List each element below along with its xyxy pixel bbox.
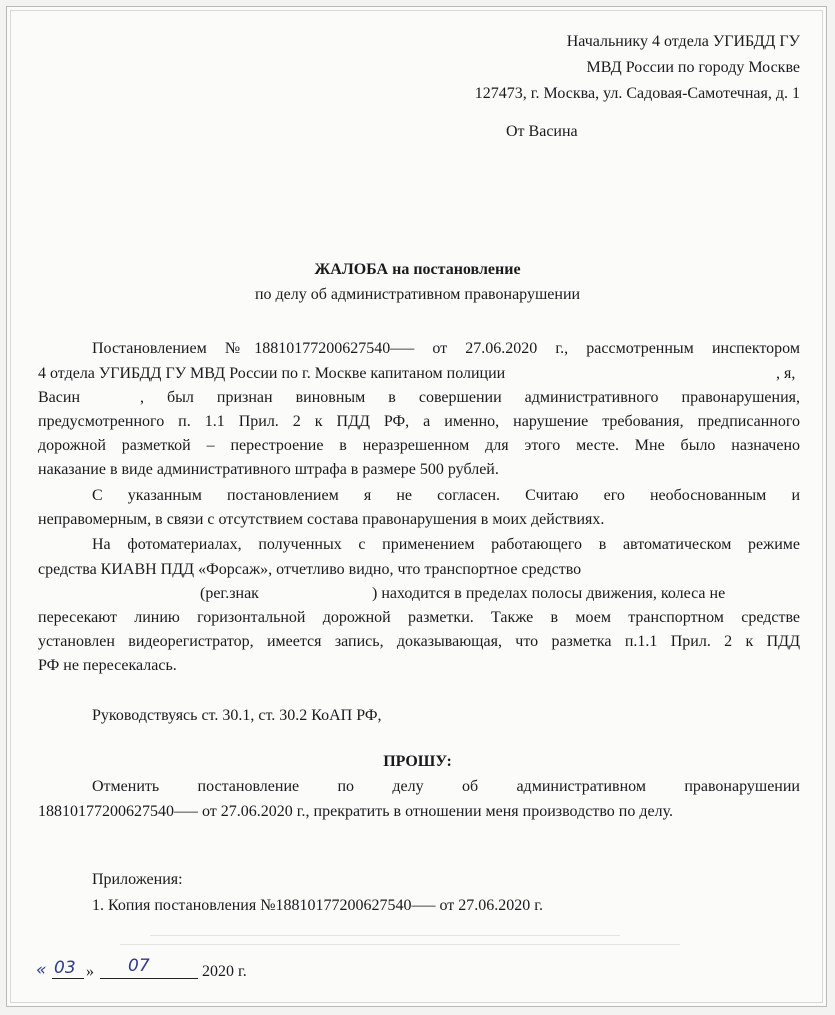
- para3-line-5: установлен видеорегистратор, имеется запись, доказывающая, что разметка п.1.1 Прил. 2 к ПДД: [38, 633, 800, 650]
- para3-line-2: средства КИАВН ПДД «Форсаж», отчетливо видно, что транспортное средство: [38, 561, 582, 578]
- date-day-underline: [52, 978, 84, 979]
- para1-line-1: Постановлением №18810177200627540––– от 27.06.2020 г., рассмотренным инспектором: [92, 340, 800, 357]
- document-title: ЖАЛОБА на постановление: [314, 261, 521, 278]
- para3-line-6: РФ не пересекалась.: [38, 657, 177, 674]
- para2-line-1: С указанным постановлением я не согласен. Считаю его необоснованным и: [92, 487, 800, 504]
- attachments-heading: Приложения:: [92, 871, 183, 888]
- request-line-2: 18810177200627540––– от 27.06.2020 г., прекратить в отношении меня производство по делу.: [38, 803, 673, 820]
- show-through-line: [120, 944, 680, 945]
- para1-line-3a: Васин: [38, 389, 80, 406]
- date-year: 2020 г.: [202, 963, 247, 980]
- date-month-handwritten: 07: [128, 956, 150, 976]
- attachment-item-1: 1. Копия постановления №18810177200627540––– от 27.06.2020 г.: [92, 897, 543, 914]
- para3-line-3a: (рег.знак: [200, 585, 259, 602]
- date-open-quote: «: [36, 960, 47, 980]
- show-through-line: [150, 935, 620, 936]
- para3-line-4: пересекают линию горизонтальной дорожной разметки. Также в моем транспортном средстве: [38, 609, 800, 626]
- legal-basis: Руководствуясь ст. 30.1, ст. 30.2 КоАП РФ,: [92, 707, 382, 724]
- para1-line-3b: , был признан виновным в совершении административного правонарушения,: [140, 389, 800, 406]
- date-close-quote: »: [86, 963, 94, 980]
- para1-line-6: наказание в виде административного штрафа в размере 500 рублей.: [38, 461, 499, 478]
- date-day-handwritten: 03: [54, 958, 76, 978]
- para3-line-1: На фотоматериалах, полученных с применением работающего в автоматическом режиме: [92, 536, 800, 553]
- para3-line-3b: ) находится в пределах полосы движения, колеса не: [372, 585, 726, 602]
- sender-name: От Васина: [506, 123, 578, 140]
- document-subtitle: по делу об административном правонарушении: [254, 286, 581, 303]
- para1-line-5: дорожной разметкой – перестроение в неразрешенном для этого месте. Мне было назначено: [38, 437, 800, 454]
- request-line-1: Отменить постановление по делу об административном правонарушении: [92, 778, 800, 795]
- para1-line-2b: , я,: [776, 365, 796, 382]
- request-heading: ПРОШУ:: [383, 753, 452, 770]
- addressee-line-1: Начальнику 4 отдела УГИБДД ГУ: [566, 33, 800, 50]
- addressee-line-2: МВД России по городу Москве: [586, 59, 800, 76]
- para2-line-2: неправомерным, в связи с отсутствием состава правонарушения в моих действиях.: [38, 511, 605, 528]
- para1-line-2a: 4 отдела УГИБДД ГУ МВД России по г. Москве капитаном полиции: [38, 365, 506, 382]
- date-month-underline: [100, 978, 198, 979]
- addressee-address: 127473, г. Москва, ул. Садовая-Самотечная, д. 1: [474, 85, 800, 102]
- para1-line-4: предусмотренного п. 1.1 Прил. 2 к ПДД РФ, а именно, нарушение требования, предписанного: [38, 413, 800, 430]
